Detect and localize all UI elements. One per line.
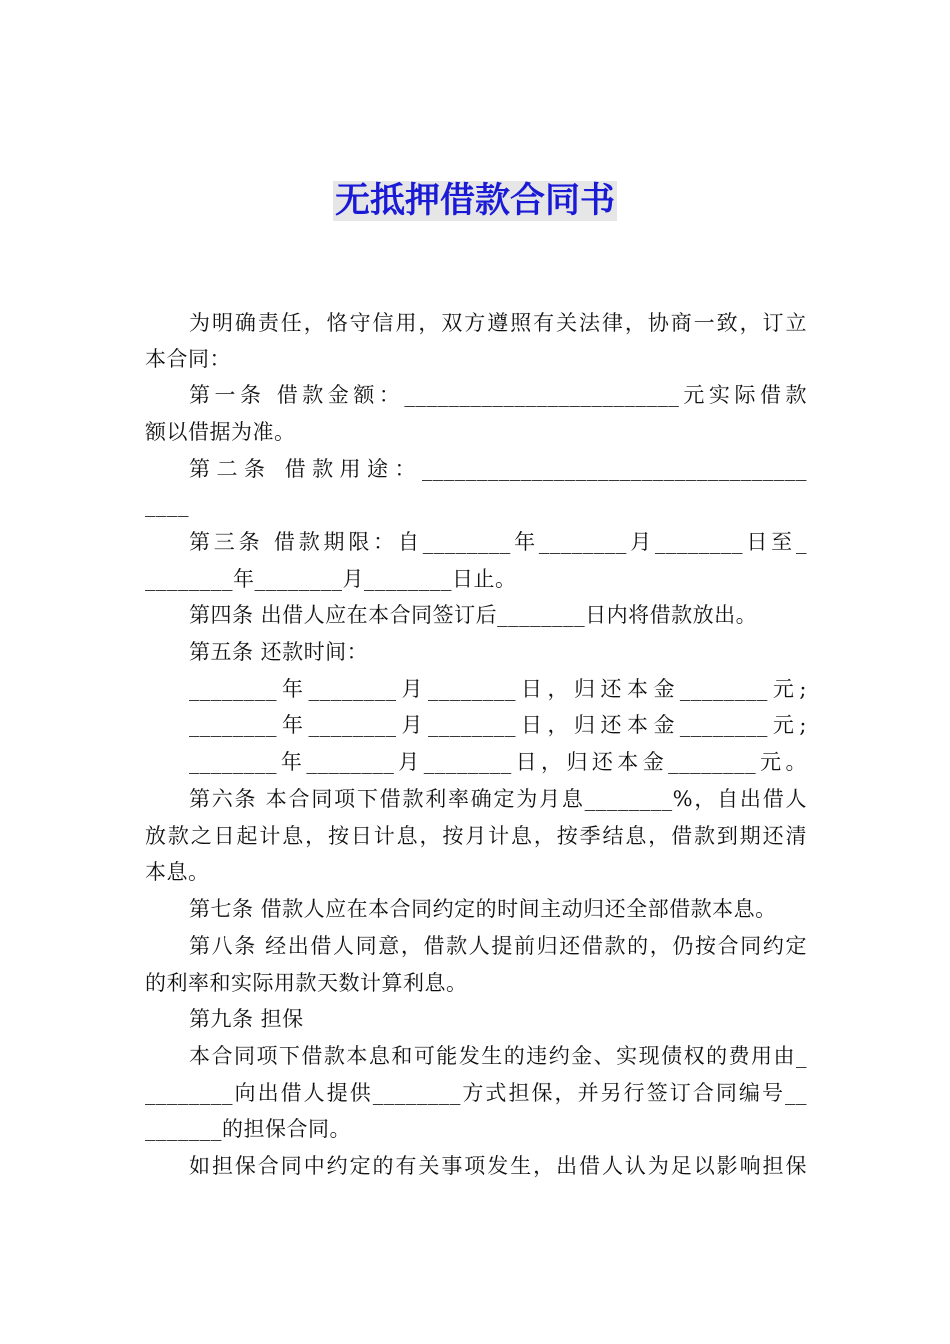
article-9-heading: 第九条 担保 <box>189 1007 304 1031</box>
repayment-line-1: ________年________月________日，归还本金________元; <box>189 677 807 701</box>
article-8-line-2: 的利率和实际用款天数计算利息。 <box>145 971 468 995</box>
article-6-line-2: 放款之日起计息，按日计息，按月计息，按季结息，借款到期还清 <box>145 824 807 848</box>
article-5-heading: 第五条 还款时间： <box>189 640 369 664</box>
article-9-line-1: 本合同项下借款本息和可能发生的违约金、实现债权的费用由_ <box>189 1044 807 1068</box>
document-title-text: 无抵押借款合同书 <box>334 181 615 221</box>
article-3-line-2: ________年________月________日止。 <box>145 567 517 591</box>
article-6-line-1: 第六条 本合同项下借款利率确定为月息________%，自出借人 <box>189 787 807 811</box>
article-2-line-1: 第二条 借款用途：___________________________________ <box>189 457 807 481</box>
article-1-line-1: 第一条 借款金额：_________________________元实际借款 <box>189 383 807 407</box>
article-9-line-4: 如担保合同中约定的有关事项发生，出借人认为足以影响担保 <box>189 1154 807 1178</box>
repayment-line-2: ________年________月________日，归还本金________元; <box>189 713 807 737</box>
document-title <box>0 176 950 226</box>
article-4-line: 第四条 出借人应在本合同签订后________日内将借款放出。 <box>189 603 758 627</box>
article-8-line-1: 第八条 经出借人同意，借款人提前归还借款的，仍按合同约定 <box>189 934 807 958</box>
repayment-line-3: ________年________月________日，归还本金________元。 <box>189 750 807 774</box>
preamble-line-1: 为明确责任，恪守信用，双方遵照有关法律，协商一致，订立 <box>189 311 807 335</box>
preamble-line-2: 本合同： <box>145 347 231 371</box>
article-7-line: 第七条 借款人应在本合同约定的时间主动归还全部借款本息。 <box>189 897 777 921</box>
article-9-line-3: _______的担保合同。 <box>145 1117 351 1141</box>
article-6-line-3: 本息。 <box>145 860 210 884</box>
article-3-line-1: 第三条 借款期限：自________年________月________日至_ <box>189 530 807 554</box>
article-9-line-2: ________向出借人提供________方式担保，并另行签订合同编号__ <box>145 1081 807 1105</box>
article-2-line-2: ____ <box>145 493 189 517</box>
article-1-line-2: 额以借据为准。 <box>145 420 296 444</box>
